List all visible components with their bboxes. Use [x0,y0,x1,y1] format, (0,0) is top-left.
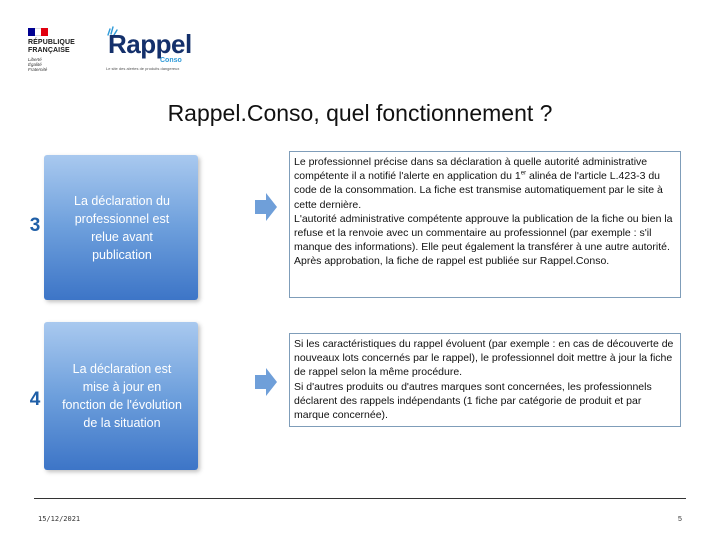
arrow-right-icon [255,368,277,396]
motto-fraternite: Fraternité [28,67,48,72]
arrow-right-icon [255,193,277,221]
step-number-3: 3 [29,215,41,236]
slide-title: Rappel.Conso, quel fonctionnement ? [167,100,553,126]
step-description-4 [289,333,681,427]
step-box-4 [44,322,198,470]
step-label-4: La déclaration est mise à jour en fonction de l'évolution de la situation [62,362,182,430]
republique-line2: FRANÇAISE [28,47,70,54]
republique-francaise-logo [28,28,96,76]
motto-egalite: Égalité [28,62,42,67]
step-number-4: 4 [29,389,41,410]
step-description-3 [289,151,681,298]
motto-liberte: Liberté [28,57,42,62]
description-3-para-2: L'autorité administrative compétente approuve la publication de la fiche ou bien la refuse et la renvoie avec un commentaire au professionnel (par exemple : s'il manque des informations). Elle peut également la transférer à une autre autorité. [294,212,673,254]
description-4-para-1: Si les caractéristiques du rappel évoluent (par exemple : en cas de découverte de nouveaux lots concernés par le rappel), le professionnel doit mettre à jour la fiche de rappel selon la même procédure. [294,338,674,379]
step-label-3: La déclaration du professionnel est relue avant publication [74,193,170,262]
footer-divider [34,498,686,499]
description-4-para-2: Si d'autres produits ou d'autres marques sont concernées, les professionnels déclarent des rappels indépendants (1 fiche par catégorie de produit et par marque concernée). [294,380,652,422]
rappelconso-word: Rappel [108,29,192,59]
description-3-para-3: Après approbation, la fiche de rappel est publiée sur Rappel.Conso. [294,255,610,268]
rappelconso-logo [104,26,196,72]
step-box-3 [44,155,198,300]
rappelconso-sub: Conso [160,57,182,64]
page-number: 5 [678,516,682,523]
footer-date: 15/12/2021 [38,515,81,523]
french-flag-icon [28,28,48,36]
republique-line1: RÉPUBLIQUE [28,39,75,46]
description-3-para-1: Le professionnel précise dans sa déclaration à quelle autorité administrative compétente il a notifié l'alerte en application du 1er alinéa de l'article L.423-3 du code de la consommation. La fiche est transmise automatiquement par le site à cette dernière. [294,156,663,211]
rappelconso-tagline: Le site des alertes de produits dangereux [106,66,180,71]
republique-motto [28,57,96,72]
